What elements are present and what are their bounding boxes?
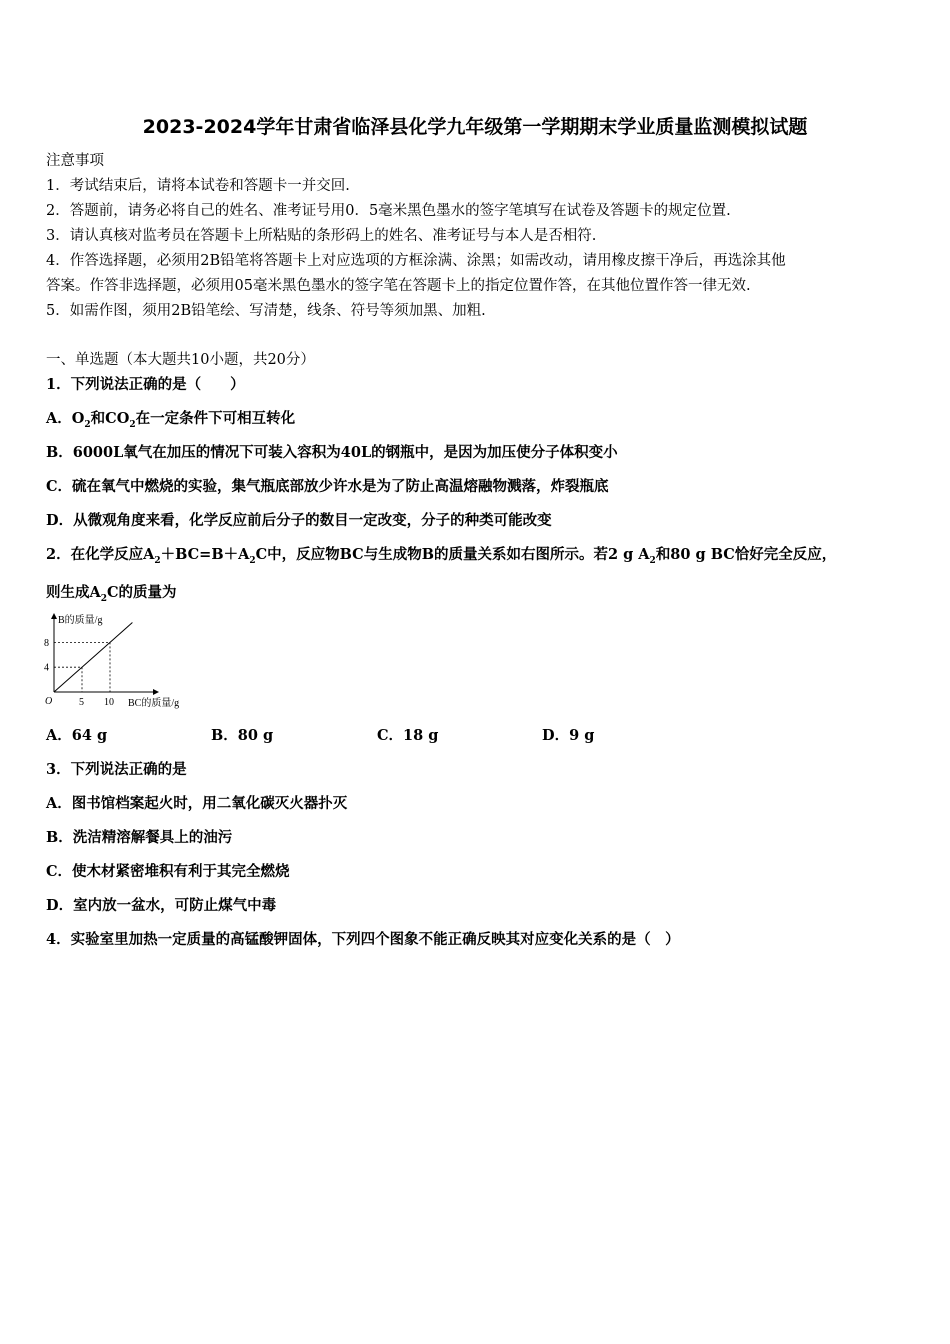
q1-option-b: B．6000L氧气在加压的情况下可装入容积为40L的钢瓶中，是因为加压使分子体积变小 (46, 444, 618, 461)
q4-stem: 4．实验室里加热一定质量的高锰酸钾固体，下列四个图象不能正确反映其对应变化关系的是（ ） (46, 931, 680, 948)
q2-s7: 和80 g BC恰好完全反应， (655, 546, 837, 563)
q2-s4: 2 (249, 555, 256, 566)
q2-s2: 2 (154, 555, 161, 566)
q1-a-mid: 和CO (90, 410, 130, 427)
notice-item-5: 5．如需作图，须用2B铅笔绘、写清楚，线条、符号等须加黑、加粗. (46, 303, 486, 319)
graph-ytick-8: 8 (44, 637, 49, 649)
notice-item-4-cont: 答案。作答非选择题，必须用05毫米黑色墨水的签字笔在答题卡上的指定位置作答，在其他位置作答一律无效. (46, 278, 751, 294)
q2-s6: 2 (649, 555, 656, 566)
q2-mass-graph (40, 610, 200, 715)
q3-option-b: B．洗洁精溶解餐具上的油污 (46, 829, 233, 846)
graph-series-line (54, 623, 132, 692)
q2-s3: ＋BC=B＋A (160, 546, 250, 563)
graph-ytick-4: 4 (44, 662, 49, 674)
q2-option-c: C．18 g (377, 727, 439, 744)
q1-stem: 1．下列说法正确的是（ ） (46, 376, 245, 393)
q2-s5: C中，反应物BC与生成物B的质量关系如右图所示。若2 g A (255, 546, 650, 563)
notice-item-4: 4．作答选择题，必须用2B铅笔将答题卡上对应选项的方框涂满、涂黑；如需改动，请用橡皮擦干净后，再选涂其他 (46, 253, 786, 269)
q1-option-d: D．从微观角度来看，化学反应前后分子的数目一定改变，分子的种类可能改变 (46, 512, 552, 529)
notice-item-2: 2．答题前，请务必将自己的姓名、准考证号用0．5毫米黑色墨水的签字笔填写在试卷及答题卡的规定位置. (46, 203, 731, 219)
notice-item-3: 3．请认真核对监考员在答题卡上所粘贴的条形码上的姓名、准考证号与本人是否相符. (46, 228, 597, 244)
graph-xtick-10: 10 (104, 697, 114, 708)
q1-option-c: C．硫在氧气中燃烧的实验，集气瓶底部放少许水是为了防止高温熔融物溅落，炸裂瓶底 (46, 478, 609, 495)
q3-option-a: A．图书馆档案起火时，用二氧化碳灭火器扑灭 (46, 795, 348, 812)
q1-option-a (46, 409, 295, 435)
q2-stem-line2 (46, 583, 177, 609)
q2-l2c: C的质量为 (107, 584, 177, 601)
notice-item-1: 1．考试结束后，请将本试卷和答题卡一并交回. (46, 178, 350, 194)
q2-l2a: 则生成A (46, 584, 101, 601)
exam-title: 2023-2024学年甘肃省临泽县化学九年级第一学期期末学业质量监测模拟试题 (142, 116, 808, 138)
q1-a-sub2: 2 (129, 419, 136, 430)
q2-option-a: A．64 g (46, 727, 108, 744)
graph-ylabel: B的质量/g (58, 615, 103, 626)
q2-s1: 2．在化学反应A (46, 546, 155, 563)
q2-option-b: B．80 g (211, 727, 274, 744)
q2-option-d: D．9 g (542, 727, 595, 744)
q1-a-sub1: 2 (84, 419, 91, 430)
q2-stem-line1 (46, 545, 836, 571)
q3-option-c: C．使木材紧密堆积有利于其完全燃烧 (46, 863, 290, 880)
notice-heading: 注意事项 (46, 153, 104, 169)
section-heading: 一、单选题（本大题共10小题，共20分） (46, 352, 315, 368)
graph-xtick-5: 5 (79, 697, 84, 708)
graph-origin: O (45, 696, 53, 707)
q1-a-post: 在一定条件下可相互转化 (135, 410, 296, 427)
q2-l2b: 2 (100, 593, 108, 604)
q3-stem: 3．下列说法正确的是 (46, 761, 187, 778)
graph-xlabel: BC的质量/g (128, 698, 180, 709)
q3-option-d: D．室内放一盆水，可防止煤气中毒 (46, 897, 277, 914)
q1-a-pre: A．O (46, 410, 85, 427)
